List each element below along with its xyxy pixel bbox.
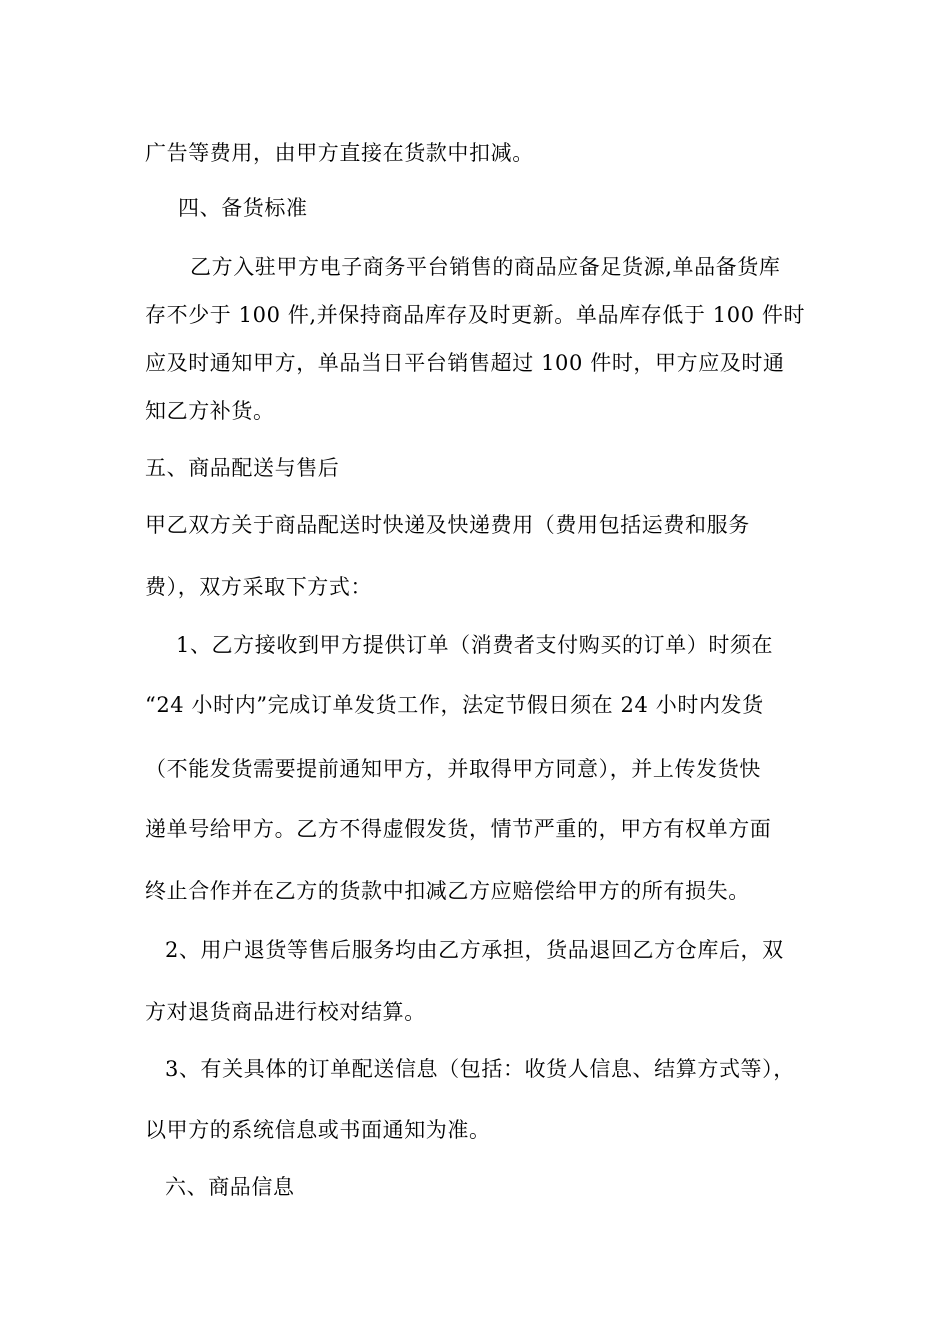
paragraph-line: 3、有关具体的订单配送信息（包括：收货人信息、结算方式等）， — [165, 1057, 795, 1081]
paragraph-line: 知乙方补货。 — [145, 399, 275, 423]
paragraph-line: 1、乙方接收到甲方提供订单（消费者支付购买的订单）时须在 — [176, 633, 774, 657]
paragraph-line: （不能发货需要提前通知甲方，并取得甲方同意），并上传发货快 — [145, 757, 761, 781]
paragraph-line: 递单号给甲方。乙方不得虚假发货，情节严重的，甲方有权单方面 — [145, 817, 772, 841]
paragraph-line: 广告等费用，由甲方直接在货款中扣减。 — [145, 141, 534, 165]
section-heading: 四、备货标准 — [178, 196, 308, 220]
paragraph-line: 以甲方的系统信息或书面通知为准。 — [145, 1118, 491, 1142]
paragraph-line: 方对退货商品进行校对结算。 — [145, 1000, 426, 1024]
paragraph-line: “24 小时内”完成订单发货工作，法定节假日须在 24 小时内发货 — [145, 693, 764, 717]
paragraph-line: 终止合作并在乙方的货款中扣减乙方应赔偿给甲方的所有损失。 — [145, 879, 750, 903]
paragraph-line: 甲乙双方关于商品配送时快递及快递费用（费用包括运费和服务 — [145, 513, 750, 537]
paragraph-line: 应及时通知甲方，单品当日平台销售超过 100 件时，甲方应及时通 — [145, 351, 785, 375]
paragraph-line: 乙方入驻甲方电子商务平台销售的商品应备足货源,单品备货库 — [190, 255, 781, 279]
paragraph-line: 2、用户退货等售后服务均由乙方承担，货品退回乙方仓库后，双 — [165, 938, 784, 962]
paragraph-line: 存不少于 100 件,并保持商品库存及时更新。单品库存低于 100 件时 — [145, 303, 806, 327]
section-heading: 六、商品信息 — [165, 1175, 295, 1199]
paragraph-line: 费），双方采取下方式： — [145, 575, 373, 599]
section-heading: 五、商品配送与售后 — [145, 456, 340, 480]
